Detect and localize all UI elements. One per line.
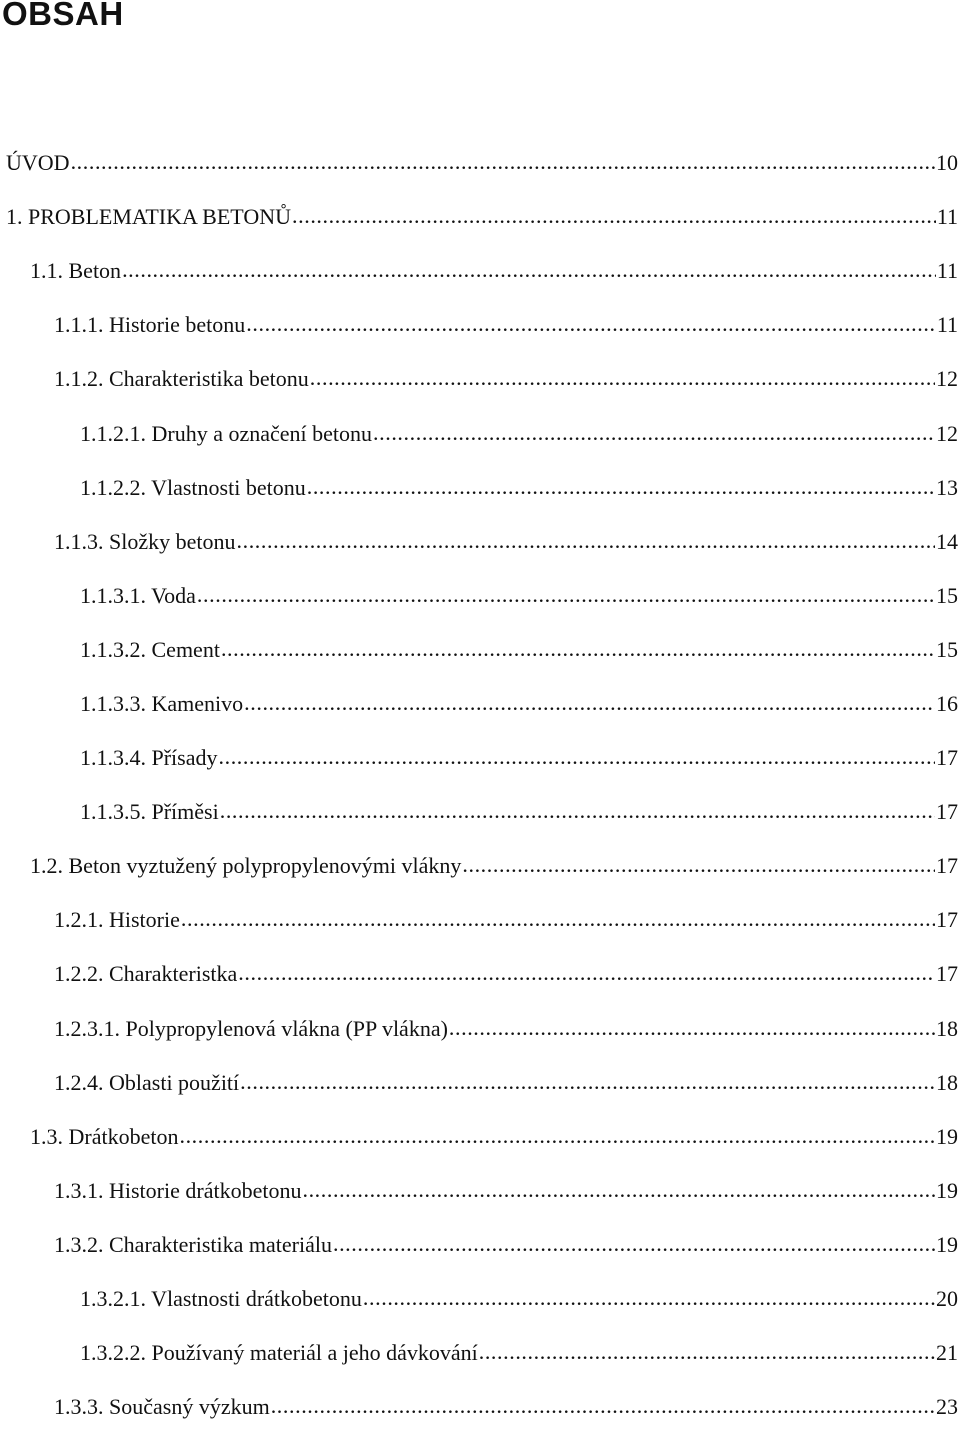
- toc-entry-page-number: 19: [936, 1123, 958, 1149]
- toc-entry-label: 1.1.3.5. Příměsi: [80, 799, 219, 825]
- dot-leader: [237, 526, 936, 556]
- toc-entry[interactable]: [0, 1380, 960, 1434]
- toc-entry-label: 1.1.3. Složky betonu: [54, 528, 236, 554]
- toc-entry[interactable]: [0, 1164, 960, 1218]
- toc-entry-page-number: 15: [936, 636, 958, 662]
- dot-leader: [71, 147, 935, 177]
- toc-entry-page-number: 17: [936, 799, 958, 825]
- toc-entry[interactable]: [0, 515, 960, 569]
- toc-entry-label: 1.3.2. Charakteristika materiálu: [54, 1231, 332, 1257]
- dot-leader: [197, 580, 935, 610]
- toc-entry-label: 1. PROBLEMATIKA BETONŮ: [6, 204, 292, 230]
- toc-entry-page-number: 17: [936, 907, 958, 933]
- toc-entry-label: 1.3.2.1. Vlastnosti drátkobetonu: [80, 1286, 362, 1312]
- dot-leader: [307, 472, 935, 502]
- toc-entry-label: 1.2.3.1. Polypropylenová vlákna (PP vlákna): [54, 1015, 448, 1041]
- toc-entry[interactable]: [0, 136, 960, 190]
- toc-entry-label: 1.3.1. Historie drátkobetonu: [54, 1177, 302, 1203]
- toc-entry[interactable]: [0, 569, 960, 623]
- toc-entry-page-number: 12: [936, 420, 958, 446]
- toc-entry[interactable]: [0, 947, 960, 1001]
- toc-entry-label: 1.1.3.4. Přísady: [80, 745, 218, 771]
- toc-entry-page-number: 17: [936, 853, 958, 879]
- table-of-contents: [0, 136, 960, 1434]
- dot-leader: [122, 255, 936, 285]
- dot-leader: [240, 1067, 935, 1097]
- page-title: OBSAH: [2, 0, 124, 32]
- dot-leader: [219, 742, 936, 772]
- dot-leader: [333, 1229, 935, 1259]
- toc-entry-page-number: 11: [936, 258, 958, 284]
- toc-entry-label: 1.3. Drátkobeton: [30, 1123, 179, 1149]
- toc-entry[interactable]: [0, 1002, 960, 1056]
- dot-leader: [310, 363, 935, 393]
- dot-leader: [246, 309, 936, 339]
- dot-leader: [292, 201, 936, 231]
- dot-leader: [238, 958, 935, 988]
- toc-entry-label: 1.1.2.1. Druhy a označení betonu: [80, 420, 373, 446]
- dot-leader: [220, 796, 935, 826]
- toc-entry-page-number: 16: [936, 690, 958, 716]
- toc-entry[interactable]: [0, 298, 960, 352]
- toc-entry[interactable]: [0, 1326, 960, 1380]
- toc-entry-page-number: 17: [936, 961, 958, 987]
- toc-entry-page-number: 10: [936, 150, 958, 176]
- toc-entry-page-number: 13: [936, 474, 958, 500]
- toc-entry[interactable]: [0, 1056, 960, 1110]
- toc-entry-page-number: 15: [936, 582, 958, 608]
- dot-leader: [479, 1337, 935, 1367]
- toc-entry-label: 1.3.3. Současný výzkum: [54, 1394, 270, 1420]
- dot-leader: [244, 688, 935, 718]
- toc-entry-label: 1.1.2. Charakteristika betonu: [54, 366, 309, 392]
- toc-entry-page-number: 11: [936, 312, 958, 338]
- toc-entry[interactable]: [0, 352, 960, 406]
- toc-entry-label: ÚVOD: [6, 150, 70, 176]
- toc-entry[interactable]: [0, 623, 960, 677]
- toc-entry[interactable]: [0, 677, 960, 731]
- toc-entry-page-number: 20: [936, 1286, 958, 1312]
- toc-entry-page-number: 18: [936, 1069, 958, 1095]
- dot-leader: [271, 1391, 935, 1421]
- toc-entry-page-number: 21: [936, 1340, 958, 1366]
- dot-leader: [462, 850, 935, 880]
- toc-entry[interactable]: [0, 1110, 960, 1164]
- dot-leader: [449, 1013, 935, 1043]
- toc-entry-label: 1.2.2. Charakteristka: [54, 961, 238, 987]
- toc-entry-page-number: 17: [936, 745, 958, 771]
- toc-entry-page-number: 14: [936, 528, 958, 554]
- toc-entry[interactable]: [0, 1218, 960, 1272]
- toc-entry-label: 1.2.1. Historie: [54, 907, 180, 933]
- toc-entry-page-number: 23: [936, 1394, 958, 1420]
- toc-entry-label: 1.1.3.1. Voda: [80, 582, 196, 608]
- toc-entry-label: 1.1.2.2. Vlastnosti betonu: [80, 474, 306, 500]
- toc-entry[interactable]: [0, 1272, 960, 1326]
- toc-entry-page-number: 11: [936, 204, 958, 230]
- toc-entry[interactable]: [0, 731, 960, 785]
- toc-entry[interactable]: [0, 406, 960, 460]
- toc-entry-label: 1.1.1. Historie betonu: [54, 312, 246, 338]
- dot-leader: [373, 418, 935, 448]
- toc-entry-label: 1.1.3.3. Kamenivo: [80, 690, 244, 716]
- toc-entry-label: 1.2. Beton vyztužený polypropylenovými vlákny: [30, 853, 462, 879]
- dot-leader: [221, 634, 935, 664]
- dot-leader: [363, 1283, 935, 1313]
- dot-leader: [179, 1121, 935, 1151]
- toc-entry-label: 1.3.2.2. Používaný materiál a jeho dávkování: [80, 1340, 478, 1366]
- dot-leader: [302, 1175, 935, 1205]
- dot-leader: [181, 904, 935, 934]
- toc-entry[interactable]: [0, 190, 960, 244]
- toc-entry[interactable]: [0, 839, 960, 893]
- toc-entry-label: 1.1. Beton: [30, 258, 122, 284]
- toc-entry[interactable]: [0, 785, 960, 839]
- toc-entry-label: 1.2.4. Oblasti použití: [54, 1069, 240, 1095]
- toc-entry-page-number: 12: [936, 366, 958, 392]
- toc-entry-page-number: 19: [936, 1177, 958, 1203]
- toc-entry[interactable]: [0, 893, 960, 947]
- toc-entry-page-number: 19: [936, 1231, 958, 1257]
- toc-entry[interactable]: [0, 461, 960, 515]
- toc-entry-page-number: 18: [936, 1015, 958, 1041]
- toc-entry[interactable]: [0, 244, 960, 298]
- toc-entry-label: 1.1.3.2. Cement: [80, 636, 220, 662]
